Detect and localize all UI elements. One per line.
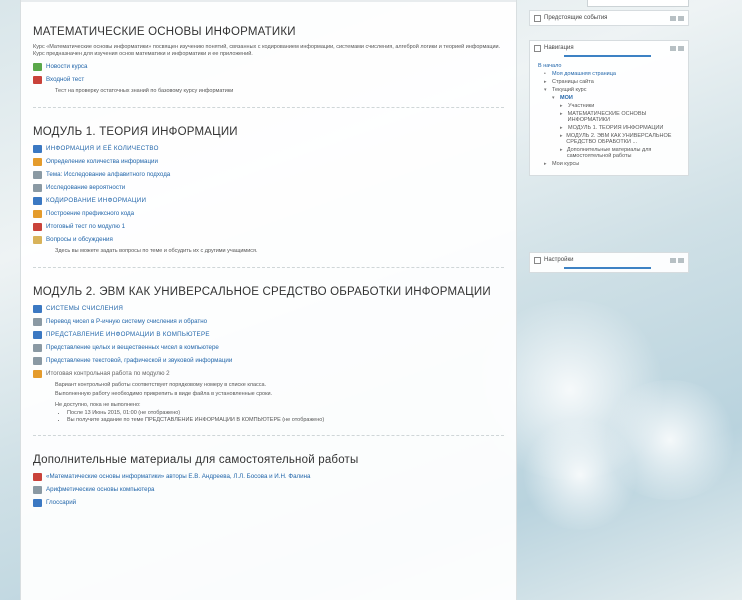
- page-icon: [33, 184, 42, 192]
- page-icon: [33, 486, 42, 494]
- activity-folder[interactable]: [33, 196, 504, 205]
- activity-label[interactable]: Определение количества информации: [46, 158, 158, 165]
- section-title-intro: МАТЕМАТИЧЕСКИЕ ОСНОВЫ ИНФОРМАТИКИ: [33, 26, 296, 38]
- block-controls[interactable]: [670, 258, 684, 263]
- gear-icon: [534, 257, 541, 264]
- quiz-icon: [33, 223, 42, 231]
- activity-note: Тест на проверку остаточных знаний по базовому курсу информатики: [55, 88, 234, 94]
- activity-forum[interactable]: [33, 235, 504, 244]
- nav-item-section[interactable]: [538, 125, 682, 131]
- top-strip: [21, 0, 516, 2]
- chevron-down-icon: ▾: [552, 95, 555, 101]
- activity-page[interactable]: [33, 170, 504, 179]
- top-input[interactable]: [587, 0, 689, 7]
- section-title-extra: Дополнительные материалы для самостоятельной работы: [33, 454, 359, 466]
- chevron-right-icon: ▸: [560, 147, 563, 153]
- section-divider: [33, 107, 504, 108]
- activity-glossary[interactable]: [33, 498, 504, 507]
- restriction-info: [55, 402, 504, 423]
- navigation-icon: [534, 45, 541, 52]
- activity-page[interactable]: [33, 317, 504, 326]
- activity-label[interactable]: Итоговый тест по модулю 1: [46, 223, 126, 230]
- nav-item-participants[interactable]: [538, 103, 682, 109]
- activity-label[interactable]: СИСТЕМЫ СЧИСЛЕНИЯ: [46, 305, 124, 312]
- chevron-right-icon: ▸: [560, 103, 563, 109]
- section-title-module2: МОДУЛЬ 2. ЭВМ КАК УНИВЕРСАЛЬНОЕ СРЕДСТВО ОБРАБОТКИ ИНФОРМАЦИИ: [33, 286, 491, 298]
- activity-label[interactable]: Итоговая контрольная работа по модулю 2: [46, 370, 170, 377]
- block-header: [530, 41, 688, 55]
- activity-label[interactable]: «Математические основы информатики» авторы Е.В. Андреева, Л.Л. Босова и И.Н. Фалина: [46, 473, 311, 480]
- nav-label[interactable]: Дополнительные материалы для самостоятельной работы: [566, 147, 652, 159]
- activity-folder[interactable]: [33, 330, 504, 339]
- chevron-right-icon: ▸: [544, 79, 547, 85]
- activity-note: Вариант контрольной работы соответствует порядковому номеру в списке класса.: [55, 382, 267, 388]
- activity-label[interactable]: КОДИРОВАНИЕ ИНФОРМАЦИИ: [46, 197, 147, 204]
- dock-icon[interactable]: [670, 16, 676, 21]
- chevron-right-icon: ▸: [560, 111, 563, 117]
- chevron-down-icon: ▾: [544, 87, 547, 93]
- folder-icon: [33, 331, 42, 339]
- nav-label[interactable]: МОДУЛЬ 2. ЭВМ КАК УНИВЕРСАЛЬНОЕ СРЕДСТВО ОБРАБОТКИ ...: [566, 133, 672, 145]
- quiz-icon: [33, 76, 42, 84]
- nav-label[interactable]: В начало: [538, 63, 562, 69]
- activity-label[interactable]: Перевод чисел в P-ичную систему счисления и обратно: [46, 318, 208, 325]
- activity-note: Здесь вы можете задать вопросы по теме и обсудить их с другими учащимися.: [55, 248, 258, 254]
- page-icon: [33, 171, 42, 179]
- nav-label[interactable]: Мои курсы: [552, 161, 580, 167]
- block-title: Настройки: [544, 257, 574, 263]
- restriction-item: • Вы получите задание по теме ПРЕДСТАВЛЕНИЕ ИНФОРМАЦИИ В КОМПЬЮТЕРЕ (не отображено): [67, 417, 504, 423]
- pdf-icon: [33, 473, 42, 481]
- nav-item-home[interactable]: [538, 63, 682, 69]
- dock-icon[interactable]: [670, 46, 676, 51]
- assign-icon: [33, 158, 42, 166]
- restriction-item: • После 13 Июнь 2015, 01:00 (не отображено): [67, 410, 504, 416]
- activity-page[interactable]: [33, 485, 504, 494]
- activity-assign[interactable]: [33, 157, 504, 166]
- nav-label[interactable]: Участники: [568, 103, 595, 109]
- activity-label[interactable]: ПРЕДСТАВЛЕНИЕ ИНФОРМАЦИИ В КОМПЬЮТЕРЕ: [46, 331, 210, 338]
- block-header: [530, 253, 688, 267]
- section-title-module1: МОДУЛЬ 1. ТЕОРИЯ ИНФОРМАЦИИ: [33, 126, 238, 138]
- navigation-tree: [530, 57, 688, 175]
- section-divider: [33, 435, 504, 436]
- activity-label[interactable]: Представление целых и вещественных чисел в компьютере: [46, 344, 219, 351]
- block-controls[interactable]: [670, 16, 684, 21]
- course-content: [20, 0, 517, 600]
- activity-pdf[interactable]: [33, 472, 504, 481]
- chevron-right-icon: ▸: [560, 125, 563, 131]
- section-divider: [33, 267, 504, 268]
- activity-page[interactable]: [33, 356, 504, 365]
- activity-news[interactable]: [33, 62, 504, 71]
- collapse-icon[interactable]: [678, 16, 684, 21]
- block-title: Навигация: [544, 45, 574, 51]
- block-settings: [529, 252, 689, 273]
- activity-label[interactable]: Исследование вероятности: [46, 184, 126, 191]
- block-header-accent: [564, 267, 651, 269]
- nav-item-dashboard[interactable]: [538, 71, 682, 77]
- nav-label[interactable]: МОИ: [560, 95, 573, 101]
- activity-label[interactable]: Новости курса: [46, 63, 88, 70]
- folder-icon: [33, 197, 42, 205]
- activity-label[interactable]: Арифметические основы компьютера: [46, 486, 155, 493]
- block-upcoming-events: [529, 10, 689, 26]
- forum-icon: [33, 236, 42, 244]
- calendar-icon: [534, 15, 541, 22]
- block-title: Предстоящие события: [544, 15, 608, 21]
- page-icon: [33, 357, 42, 365]
- folder-icon: [33, 305, 42, 313]
- activity-label[interactable]: Входной тест: [46, 76, 85, 83]
- activity-quiz[interactable]: [33, 222, 504, 231]
- activity-label[interactable]: ИНФОРМАЦИЯ И ЕЁ КОЛИЧЕСТВО: [46, 145, 159, 152]
- nav-label[interactable]: МОДУЛЬ 1. ТЕОРИЯ ИНФОРМАЦИИ: [568, 125, 664, 131]
- nav-item-site-pages[interactable]: [538, 79, 682, 85]
- nav-item-section[interactable]: [538, 147, 682, 159]
- assign-icon: [33, 370, 42, 378]
- activity-entry-quiz[interactable]: [33, 75, 504, 84]
- activity-label[interactable]: Тема: Исследование алфавитного подхода: [46, 171, 171, 178]
- chevron-right-icon: ▸: [544, 161, 547, 167]
- assign-icon: [33, 210, 42, 218]
- nav-label[interactable]: Страницы сайта: [552, 79, 594, 85]
- nav-label[interactable]: МАТЕМАТИЧЕСКИЕ ОСНОВЫ ИНФОРМАТИКИ: [567, 111, 647, 123]
- block-navigation: [529, 40, 689, 176]
- block-header: [530, 11, 688, 25]
- activity-label[interactable]: Построение префиксного кода: [46, 210, 135, 217]
- activity-label[interactable]: Глоссарий: [46, 499, 77, 506]
- nav-label[interactable]: Текущий курс: [552, 87, 587, 93]
- folder-icon: [33, 145, 42, 153]
- activity-page[interactable]: [33, 183, 504, 192]
- activity-page[interactable]: [33, 343, 504, 352]
- activity-folder[interactable]: [33, 144, 504, 153]
- activity-assign[interactable]: [33, 209, 504, 218]
- nav-item-my-courses[interactable]: [538, 161, 682, 167]
- activity-label[interactable]: Представление текстовой, графической и звуковой информации: [46, 357, 233, 364]
- dock-icon[interactable]: [670, 258, 676, 263]
- nav-label[interactable]: Моя домашняя страница: [552, 71, 616, 77]
- restriction-list: [67, 410, 504, 423]
- activity-label[interactable]: Вопросы и обсуждения: [46, 236, 113, 243]
- restriction-title: Не доступно, пока не выполнено:: [55, 402, 141, 408]
- activity-assign[interactable]: [33, 369, 504, 378]
- activity-folder[interactable]: [33, 304, 504, 313]
- chevron-right-icon: ▸: [560, 133, 563, 139]
- bullet-icon: •: [544, 71, 546, 77]
- forum-icon: [33, 63, 42, 71]
- activity-note: Выполненную работу необходимо прикрепить в виде файла в установленные сроки.: [55, 391, 273, 397]
- page-icon: [33, 318, 42, 326]
- nav-item-course[interactable]: [538, 95, 682, 101]
- block-controls[interactable]: [670, 46, 684, 51]
- collapse-icon[interactable]: [678, 46, 684, 51]
- nav-item-current-course[interactable]: [538, 87, 682, 93]
- page-icon: [33, 344, 42, 352]
- glossary-icon: [33, 499, 42, 507]
- nav-item-section[interactable]: [538, 111, 682, 123]
- nav-item-section[interactable]: [538, 133, 682, 145]
- collapse-icon[interactable]: [678, 258, 684, 263]
- section-summary-intro: Курс «Математические основы информатики» посвящен изучению понятий, связанных с кодированием информации, системами счисления, алгеброй логики и теорией информации. Курс предназначен для изучения основ математики и информатики и ее приложений.: [33, 44, 501, 57]
